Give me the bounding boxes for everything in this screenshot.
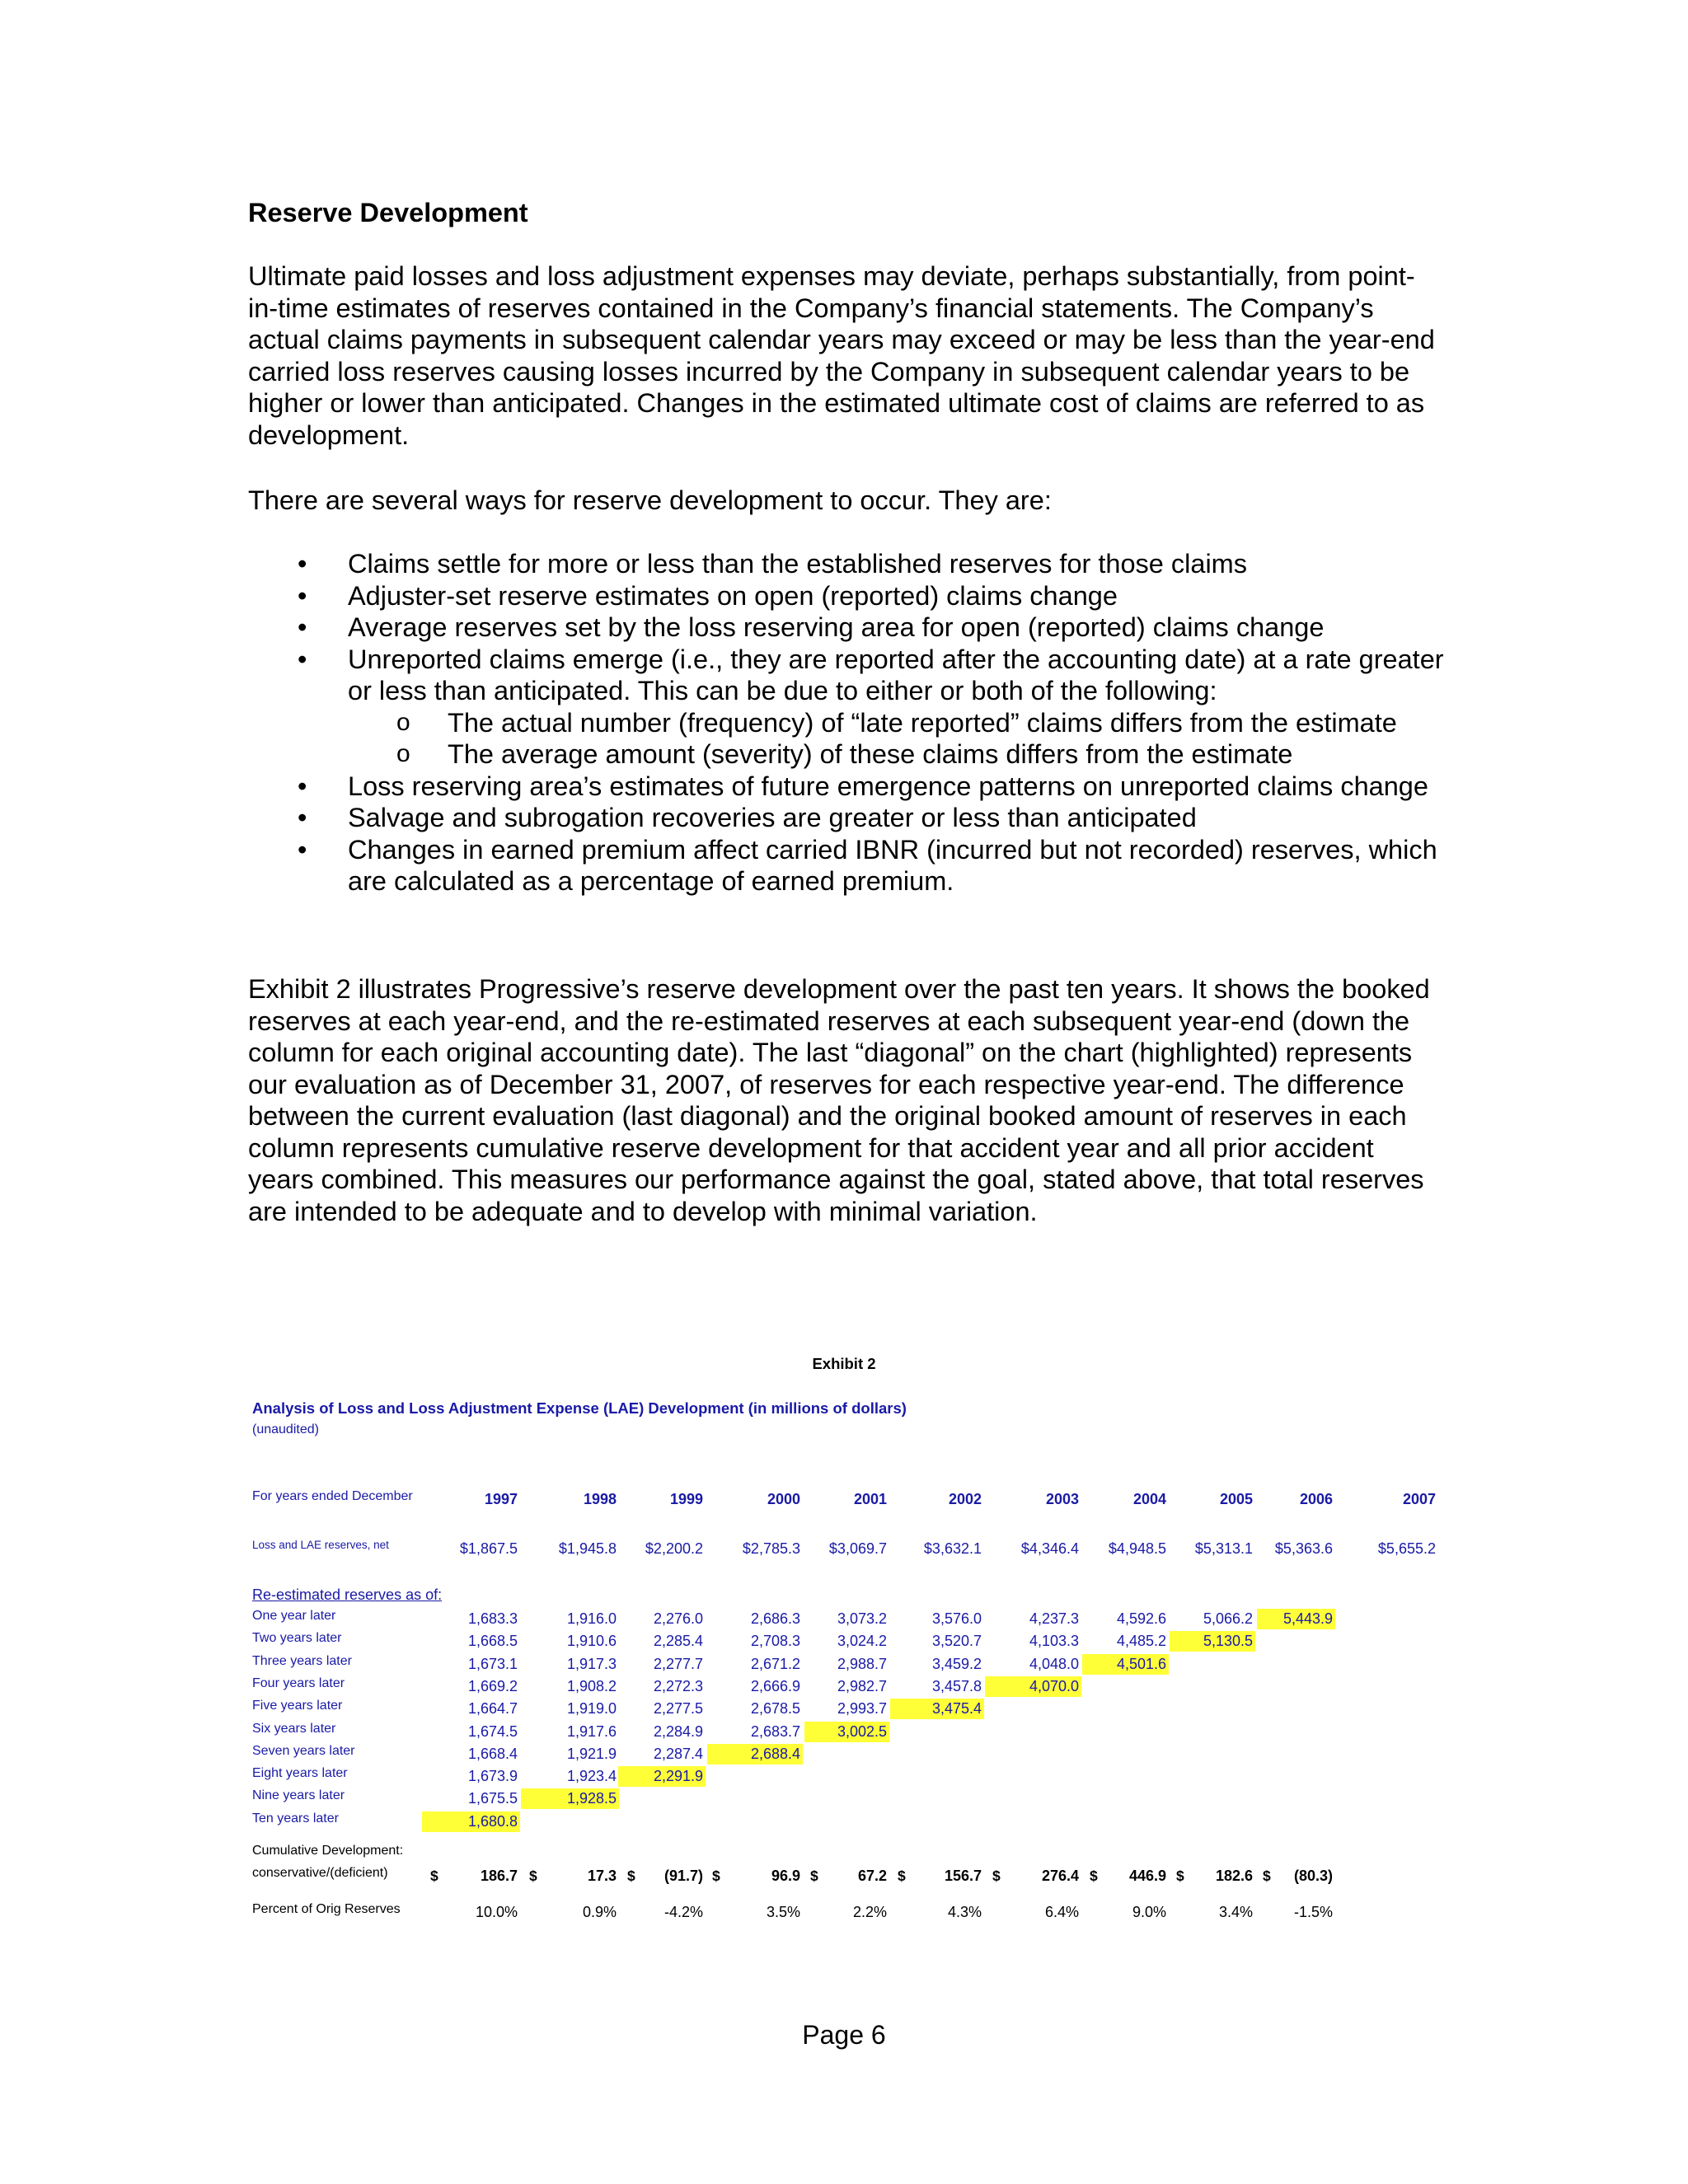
percent-cell: 0.9% [582, 1904, 617, 1920]
years-header-row [0, 1489, 1688, 1511]
reestimate-cell: 2,284.9 [653, 1722, 703, 1740]
cumulative-sub-label: conservative/(deficient) [252, 1866, 388, 1880]
percent-cell: 9.0% [1132, 1904, 1166, 1920]
bullet-icon: • [298, 803, 307, 832]
exhibit-description-paragraph: Exhibit 2 illustrates Progressive’s reserve development over the past ten years. It shows the booked reserves at each year-end, and the re-estimated reserves at each subsequent year-end (down the column for each original accounting date). The last “diagonal” on the chart (highlighted) represents our evaluation as of December 31, 2007, of reserves for each respective year-end. The difference between the current evaluation (last diagonal) and the original booked amount of reserves in each column represents cumulative reserve development for that accident year and all prior accident years combined. This measures our performance against the goal, stated above, that total reserves are intended to be adequate and to develop with minimal variation. [248, 974, 1430, 1226]
reserve-cell: $5,363.6 [1274, 1540, 1333, 1557]
reestimate-cell: 1,673.1 [467, 1655, 518, 1672]
highlighted-cell: 2,688.4 [707, 1744, 803, 1765]
intro-paragraph: Ultimate paid losses and loss adjustment expenses may deviate, perhaps substantially, from point-in-time estimates of reserves contained in the Company’s financial statements. The Company’s actual claims payments in subsequent calendar years may exceed or may be less than the year-end carried loss reserves causing losses incurred by the Company in subsequent calendar years to be higher or lower than anticipated. Changes in the estimated ultimate cost of claims are referred to as development. [248, 261, 1435, 450]
reestimate-row-label: Five years later [252, 1699, 343, 1713]
years-header-label: For years ended December [252, 1489, 413, 1503]
reestimate-row [0, 1654, 1688, 1675]
percent-cell: -4.2% [663, 1904, 703, 1920]
cumulative-cell: 276.4 [1041, 1868, 1079, 1884]
sub-list-item [248, 738, 1451, 771]
cumulative-cell: (80.3) [1293, 1868, 1333, 1884]
percent-label: Percent of Orig Reserves [252, 1902, 401, 1916]
sub-list-item-text: The actual number (frequency) of “late reported” claims differs from the estimate [448, 707, 1397, 738]
list-item-text: Average reserves set by the loss reserving area for open (reported) claims change [348, 612, 1325, 642]
reserves-row [0, 1539, 1688, 1560]
currency-symbol: $ [810, 1868, 818, 1884]
year-header-cell: 2002 [948, 1491, 982, 1507]
currency-symbol: $ [992, 1868, 1001, 1884]
reestimate-cell: 2,988.7 [837, 1655, 887, 1672]
cumulative-cell: 446.9 [1128, 1868, 1166, 1884]
reserve-cell: $2,785.3 [742, 1540, 800, 1557]
exhibit-title: Analysis of Loss and Loss Adjustment Expense (LAE) Development (in millions of dollars) [252, 1399, 907, 1417]
reestimate-cell: 2,982.7 [837, 1677, 887, 1694]
list-item-text: Unreported claims emerge (i.e., they are reported after the accounting date) at a rate greater or less than anticipated. This can be due to either or both of the following: [348, 644, 1444, 705]
reserves-label: Loss and LAE reserves, net [252, 1539, 389, 1551]
currency-symbol: $ [712, 1868, 720, 1884]
bullet-icon: • [298, 549, 307, 579]
highlighted-cell: 3,475.4 [890, 1699, 984, 1719]
reestimate-cell: 1,674.5 [467, 1722, 518, 1740]
reestimate-row-label: One year later [252, 1609, 336, 1623]
currency-symbol: $ [898, 1868, 906, 1884]
ways-paragraph: There are several ways for reserve development to occur. They are: [248, 485, 1052, 515]
percent-cell: -1.5% [1293, 1904, 1333, 1920]
reestimate-cell: 2,671.2 [750, 1655, 800, 1672]
year-header-cell: 1997 [484, 1491, 518, 1507]
reserve-cell: $2,200.2 [645, 1540, 703, 1557]
highlighted-cell: 2,291.9 [618, 1766, 706, 1787]
highlighted-cell: 5,443.9 [1257, 1609, 1335, 1629]
reestimate-row [0, 1722, 1688, 1743]
reestimate-cell: 1,910.6 [566, 1633, 617, 1650]
reestimate-cell: 4,103.3 [1029, 1633, 1079, 1650]
reestimate-cell: 2,678.5 [750, 1700, 800, 1718]
percent-cell: 3.5% [766, 1904, 800, 1920]
highlighted-cell: 4,501.6 [1082, 1654, 1169, 1675]
reestimate-cell: 4,485.2 [1116, 1633, 1166, 1650]
reserve-cell: $3,632.1 [923, 1540, 982, 1557]
reestimate-cell: 2,686.3 [750, 1610, 800, 1627]
list-item [248, 802, 1451, 834]
reestimate-row [0, 1811, 1688, 1833]
cumulative-cell: 186.7 [480, 1868, 518, 1884]
reestimate-cell: 1,675.5 [467, 1790, 518, 1807]
reestimate-row-label: Eight years later [252, 1766, 348, 1781]
reestimate-row-label: Ten years later [252, 1811, 339, 1825]
cumulative-cell: 17.3 [587, 1868, 617, 1884]
reestimate-cell: 3,520.7 [931, 1633, 982, 1650]
cumulative-cell: 96.9 [771, 1868, 800, 1884]
year-header-cell: 1999 [669, 1491, 703, 1507]
cumulative-cell: 182.6 [1215, 1868, 1253, 1884]
reestimate-row [0, 1676, 1688, 1698]
reestimate-cell: 5,066.2 [1203, 1610, 1253, 1627]
year-header-cell: 2003 [1045, 1491, 1079, 1507]
circle-bullet-icon: o [396, 740, 410, 767]
reserve-cell: $4,948.5 [1108, 1540, 1166, 1557]
cumulative-cell: 156.7 [944, 1868, 982, 1884]
cumulative-label-row [0, 1844, 1688, 1865]
currency-symbol: $ [529, 1868, 537, 1884]
reestimate-cell: 2,276.0 [653, 1610, 703, 1627]
percent-row [0, 1902, 1688, 1924]
list-item [248, 834, 1451, 898]
reestimate-row [0, 1788, 1688, 1810]
reestimate-cell: 1,916.0 [566, 1610, 617, 1627]
currency-symbol: $ [430, 1868, 438, 1884]
list-item [248, 548, 1451, 580]
cumulative-label: Cumulative Development: [252, 1844, 404, 1858]
highlighted-cell: 4,070.0 [985, 1676, 1081, 1697]
reserve-cell: $1,867.5 [459, 1540, 518, 1557]
list-item [248, 644, 1451, 771]
reestimate-row [0, 1766, 1688, 1788]
year-header-cell: 2007 [1402, 1491, 1436, 1507]
percent-cell: 2.2% [852, 1904, 887, 1920]
reestimate-cell: 1,673.9 [467, 1768, 518, 1785]
bullet-icon: • [298, 644, 307, 674]
reestimate-cell: 1,668.5 [467, 1633, 518, 1650]
sub-list [348, 707, 1451, 771]
reserve-cell: $4,346.4 [1020, 1540, 1079, 1557]
circle-bullet-icon: o [396, 708, 410, 736]
reestimate-cell: 2,683.7 [750, 1722, 800, 1740]
development-causes-list [248, 548, 1451, 898]
list-item-text: Adjuster-set reserve estimates on open (reported) claims change [348, 580, 1118, 611]
list-item-text: Loss reserving area’s estimates of future emergence patterns on unreported claims change [348, 771, 1428, 801]
bullet-icon: • [298, 834, 307, 865]
reestimate-cell: 1,668.4 [467, 1745, 518, 1762]
reestimate-cell: 3,073.2 [837, 1610, 887, 1627]
reestimated-title: Re-estimated reserves as of: [252, 1586, 443, 1603]
reestimate-cell: 4,237.3 [1029, 1610, 1079, 1627]
reestimate-cell: 3,024.2 [837, 1633, 887, 1650]
list-item-text: Salvage and subrogation recoveries are greater or less than anticipated [348, 803, 1197, 832]
list-item-text: Claims settle for more or less than the established reserves for those claims [348, 549, 1248, 579]
reestimate-cell: 1,908.2 [566, 1677, 617, 1694]
list-item [248, 580, 1451, 612]
cumulative-row [0, 1866, 1688, 1887]
reestimate-cell: 2,277.5 [653, 1700, 703, 1718]
reestimate-cell: 2,272.3 [653, 1677, 703, 1694]
reestimate-cell: 4,592.6 [1116, 1610, 1166, 1627]
highlighted-cell: 1,680.8 [422, 1811, 520, 1832]
reestimate-row-label: Four years later [252, 1675, 345, 1690]
reestimate-row [0, 1609, 1688, 1630]
reestimate-cell: 1,917.3 [566, 1655, 617, 1672]
currency-symbol: $ [627, 1868, 635, 1884]
reestimate-row-label: Three years later [252, 1653, 352, 1668]
currency-symbol: $ [1176, 1868, 1184, 1884]
percent-cell: 4.3% [947, 1904, 982, 1920]
reserve-cell: $3,069.7 [828, 1540, 887, 1557]
cumulative-cell: 67.2 [857, 1868, 887, 1884]
reestimate-cell: 2,993.7 [837, 1700, 887, 1718]
bullet-icon: • [298, 612, 307, 642]
reestimate-cell: 3,457.8 [931, 1677, 982, 1694]
year-header-cell: 2000 [767, 1491, 800, 1507]
reestimate-row [0, 1699, 1688, 1720]
percent-cell: 3.4% [1218, 1904, 1253, 1920]
reestimate-row [0, 1744, 1688, 1765]
year-header-cell: 2001 [853, 1491, 887, 1507]
page-number: Page 6 [802, 2020, 886, 2050]
list-item [248, 612, 1451, 644]
reestimate-cell: 1,664.7 [467, 1700, 518, 1718]
reestimate-row-label: Nine years later [252, 1788, 345, 1803]
reestimate-cell: 2,708.3 [750, 1633, 800, 1650]
year-header-cell: 2006 [1299, 1491, 1333, 1507]
reestimate-cell: 4,048.0 [1029, 1655, 1079, 1672]
list-item-text: Changes in earned premium affect carried IBNR (incurred but not recorded) reserves, which are calculated as a percentage of earned premium. [348, 834, 1437, 896]
year-header-cell: 2004 [1132, 1491, 1166, 1507]
reestimate-cell: 2,277.7 [653, 1655, 703, 1672]
reestimate-row [0, 1631, 1688, 1652]
exhibit-label: Exhibit 2 [812, 1355, 876, 1372]
bullet-icon: • [298, 580, 307, 611]
reestimate-cell: 3,459.2 [931, 1655, 982, 1672]
highlighted-cell: 1,928.5 [521, 1788, 619, 1809]
percent-cell: 10.0% [475, 1904, 518, 1920]
section-heading: Reserve Development [248, 198, 528, 227]
reserve-cell: $5,313.1 [1194, 1540, 1253, 1557]
cumulative-cell: (91.7) [663, 1868, 703, 1884]
reestimate-cell: 2,285.4 [653, 1633, 703, 1650]
reestimate-row-label: Seven years later [252, 1743, 355, 1758]
list-item [248, 771, 1451, 803]
reestimate-cell: 1,683.3 [467, 1610, 518, 1627]
reserve-cell: $1,945.8 [558, 1540, 617, 1557]
reestimate-cell: 1,669.2 [467, 1677, 518, 1694]
percent-cell: 6.4% [1044, 1904, 1079, 1920]
reestimate-cell: 2,666.9 [750, 1677, 800, 1694]
reestimate-cell: 2,287.4 [653, 1745, 703, 1762]
reestimate-row-label: Two years later [252, 1631, 342, 1646]
year-header-cell: 1998 [583, 1491, 617, 1507]
reestimate-cell: 1,919.0 [566, 1700, 617, 1718]
exhibit-subtitle: (unaudited) [252, 1422, 319, 1436]
highlighted-cell: 5,130.5 [1170, 1631, 1255, 1652]
reestimate-row-label: Six years later [252, 1721, 336, 1736]
year-header-cell: 2005 [1219, 1491, 1253, 1507]
reestimate-cell: 1,917.6 [566, 1722, 617, 1740]
sub-list-item-text: The average amount (severity) of these claims differs from the estimate [448, 739, 1293, 769]
highlighted-cell: 3,002.5 [804, 1722, 889, 1742]
reserve-cell: $5,655.2 [1377, 1540, 1436, 1557]
currency-symbol: $ [1263, 1868, 1271, 1884]
sub-list-item [248, 707, 1451, 739]
currency-symbol: $ [1090, 1868, 1098, 1884]
bullet-icon: • [298, 771, 307, 801]
reestimate-cell: 1,921.9 [566, 1745, 617, 1762]
reestimate-cell: 1,923.4 [566, 1768, 617, 1785]
reestimate-cell: 3,576.0 [931, 1610, 982, 1627]
